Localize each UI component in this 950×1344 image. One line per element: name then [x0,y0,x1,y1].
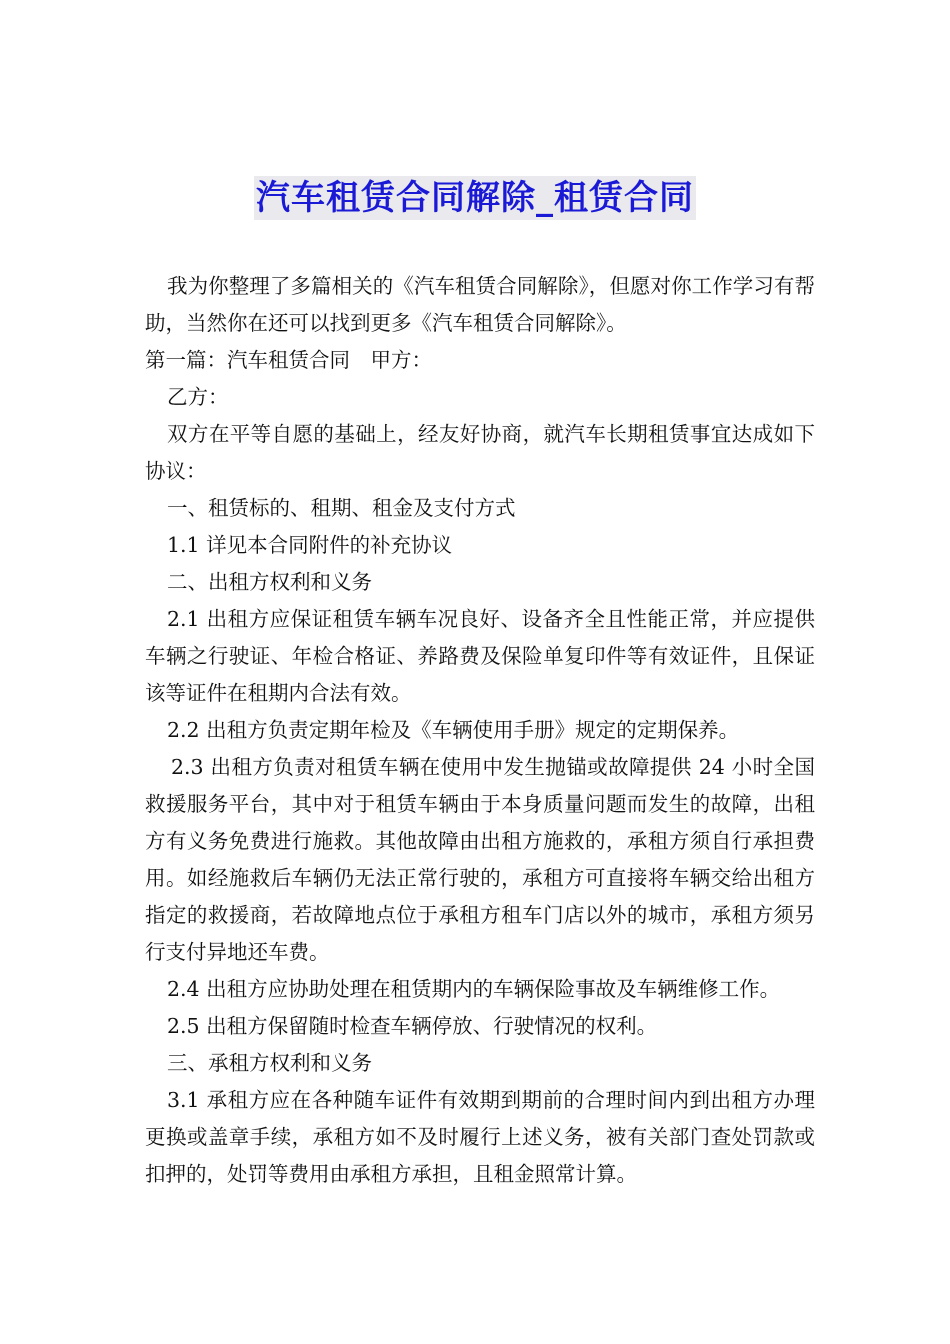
clause-heading-2: 二、出租方权利和义务 [167,570,372,594]
clause-1-1: 1.1 详见本合同附件的补充协议 [167,533,453,557]
clause-2-4: 2.4 出租方应协助处理在租赁期内的车辆保险事故及车辆维修工作。 [167,977,781,1001]
agreement-preamble: 双方在平等自愿的基础上，经友好协商，就汽车长期租赁事宜达成如下协议： [145,422,815,483]
document-body [145,268,815,1193]
document-title: 汽车租赁合同解除_租赁合同 [256,178,694,218]
clause-2-2: 2.2 出租方负责定期年检及《车辆使用手册》规定的定期保养。 [167,718,740,742]
clause-heading-3: 三、承租方权利和义务 [167,1051,372,1075]
section-heading-first: 第一篇：汽车租赁合同 甲方： [145,348,432,372]
clause-2-3: 2.3 出租方负责对租赁车辆在使用中发生抛锚或故障提供 24 小时全国救援服务平台，其中对于租赁车辆由于本身质量问题而发生的故障，出租方有义务免费进行施救。其他故障由出租方施救的，承租方须自行承担费用。如经施救后车辆仍无法正常行驶的，承租方可直接将车辆交给出租方指定的救援商，若故障地点位于承租方租车门店以外的城市，承租方须另行支付异地还车费。 [145,755,815,964]
title-container [0,176,950,220]
clause-3-1: 3.1 承租方应在各种随车证件有效期到期前的合理时间内到出租方办理更换或盖章手续，承租方如不及时履行上述义务，被有关部门查处罚款或扣押的，处罚等费用由承租方承担，且租金照常计算。 [145,1088,815,1186]
party-b-line: 乙方： [167,385,229,409]
clause-2-1: 2.1 出租方应保证租赁车辆车况良好、设备齐全且性能正常，并应提供车辆之行驶证、年检合格证、养路费及保险单复印件等有效证件，且保证该等证件在租期内合法有效。 [145,607,815,705]
intro-paragraph: 我为你整理了多篇相关的《汽车租赁合同解除》，但愿对你工作学习有帮助，当然你在还可以找到更多《汽车租赁合同解除》。 [145,274,815,335]
clause-2-5: 2.5 出租方保留随时检查车辆停放、行驶情况的权利。 [167,1014,658,1038]
clause-heading-1: 一、租赁标的、租期、租金及支付方式 [167,496,516,520]
